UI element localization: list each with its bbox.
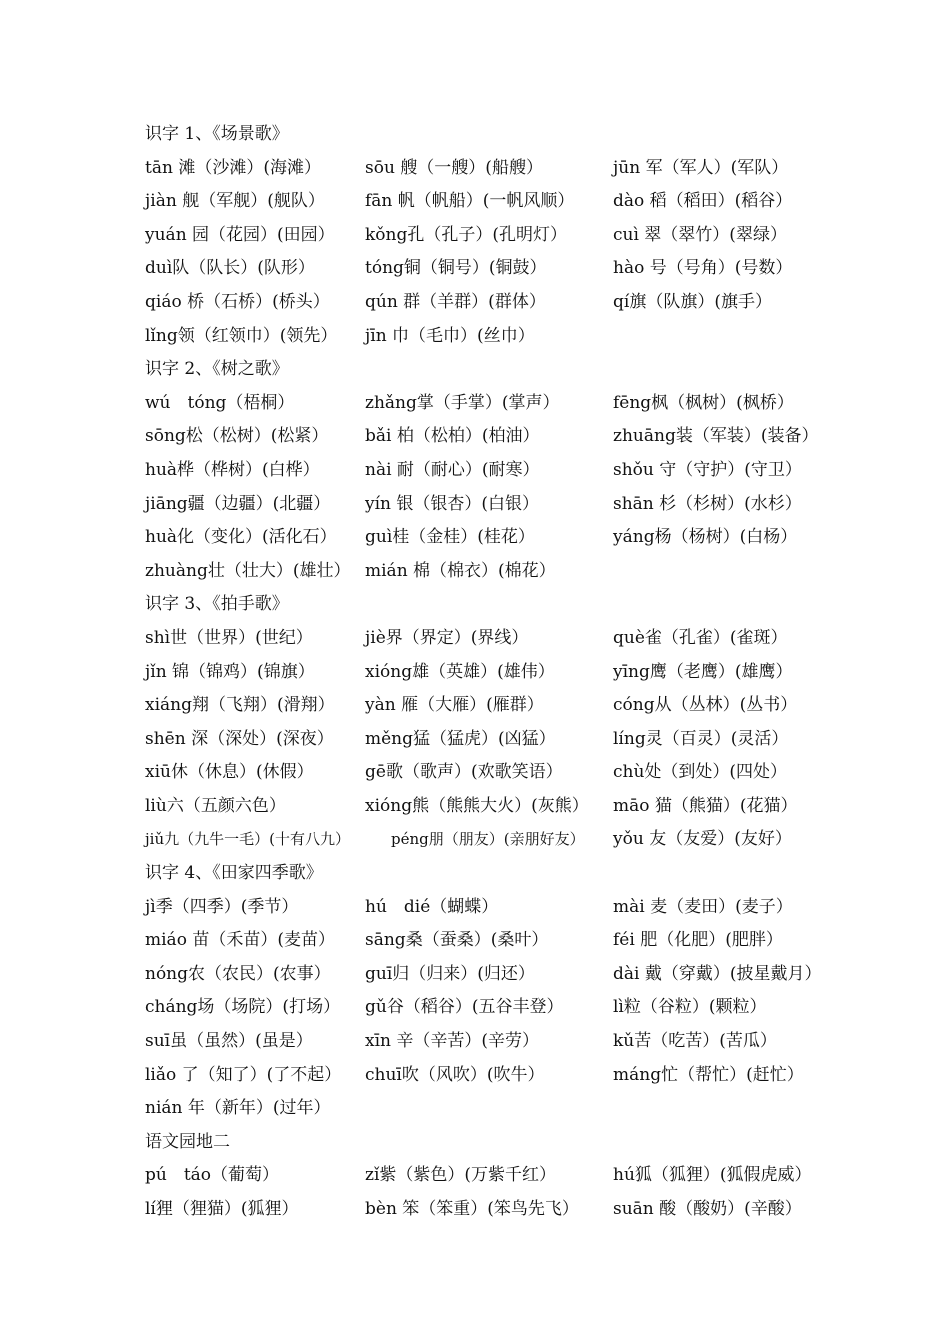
- section-heading: 语文园地二: [145, 1131, 230, 1152]
- vocab-entry: māo 猫（熊猫）(花猫）: [613, 795, 798, 816]
- vocab-entry: péng朋（朋友）(亲朋好友）: [391, 830, 585, 849]
- word-row: [145, 1059, 825, 1093]
- vocab-entry: nóng农（农民）(农事）: [145, 963, 331, 984]
- vocab-entry: suī虽（虽然）(虽是）: [145, 1031, 313, 1052]
- vocab-entry: yàn 雁（大雁）(雁群）: [365, 695, 544, 716]
- word-row: [145, 723, 825, 757]
- vocab-entry: mài 麦（麦田）(麦子）: [613, 896, 793, 917]
- word-row: [145, 656, 825, 690]
- vocab-entry: jǐn 锦（锦鸡）(锦旗）: [145, 661, 315, 682]
- vocab-entry: xióng熊（熊熊大火）(灰熊）: [365, 795, 589, 816]
- word-row: [145, 420, 825, 454]
- vocab-entry: què雀（孔雀）(雀斑）: [613, 627, 788, 648]
- vocab-entry: wú tóng（梧桐）: [145, 392, 295, 413]
- vocab-entry: shēn 深（深处）(深夜）: [145, 728, 334, 749]
- vocab-entry: guī归（归来）(归还）: [365, 963, 535, 984]
- vocab-entry: yín 银（银杏）(白银）: [365, 493, 540, 514]
- vocab-entry: zǐ紫（紫色）(万紫千红）: [365, 1165, 557, 1186]
- vocab-entry: xióng雄（英雄）(雄伟）: [365, 661, 555, 682]
- vocab-entry: nài 耐（耐心）(耐寒）: [365, 459, 540, 480]
- word-row: [145, 991, 825, 1025]
- vocab-entry: fān 帆（帆船）(一帆风顺）: [365, 191, 575, 212]
- section-heading: 识字 2、《树之歌》: [145, 359, 289, 380]
- vocab-entry: qí旗（队旗）(旗手）: [613, 291, 772, 312]
- vocab-entry: kǔ苦（吃苦）(苦瓜）: [613, 1031, 777, 1052]
- vocab-entry: huà化（变化）(活化石）: [145, 527, 337, 548]
- word-row: [145, 488, 825, 522]
- word-row: [145, 1092, 825, 1126]
- word-row: [145, 823, 825, 857]
- word-row: [145, 1193, 825, 1227]
- word-row: [145, 1025, 825, 1059]
- word-row: [145, 219, 825, 253]
- vocab-entry: lì粒（谷粒）(颗粒）: [613, 997, 767, 1018]
- vocab-entry: líng灵（百灵）(灵活）: [613, 728, 789, 749]
- vocab-entry: xiū休（休息）(休假）: [145, 762, 314, 783]
- vocab-entry: yuán 园（花园）(田园）: [145, 224, 335, 245]
- vocab-entry: bǎi 柏（松柏）(柏油）: [365, 426, 540, 447]
- vocab-entry: jiāng疆（边疆）(北疆）: [145, 493, 331, 514]
- vocab-entry: jūn 军（军人）(军队）: [613, 157, 789, 178]
- word-row: [145, 689, 825, 723]
- vocab-entry: gǔ谷（稻谷）(五谷丰登）: [365, 997, 564, 1018]
- vocab-entry: dài 戴（穿戴）(披星戴月）: [613, 963, 822, 984]
- vocab-entry: shǒu 守（守护）(守卫）: [613, 459, 802, 480]
- vocab-entry: guì桂（金桂）(桂花）: [365, 527, 535, 548]
- vocab-entry: zhuàng壮（壮大）(雄壮）: [145, 560, 351, 581]
- word-row: [145, 555, 825, 589]
- word-row: [145, 252, 825, 286]
- vocab-entry: zhǎng掌（手掌）(掌声）: [365, 392, 560, 413]
- word-row: [145, 756, 825, 790]
- vocab-entry: hú dié（蝴蝶）: [365, 896, 499, 917]
- vocab-entry: jīn 巾（毛巾）(丝巾）: [365, 325, 535, 346]
- word-row: [145, 1159, 825, 1193]
- vocab-entry: lǐng领（红领巾）(领先）: [145, 325, 338, 346]
- vocab-entry: chuī吹（风吹）(吹牛）: [365, 1064, 545, 1085]
- vocab-entry: shān 杉（杉树）(水杉）: [613, 493, 802, 514]
- vocab-entry: liù六（五颜六色）: [145, 795, 286, 816]
- vocab-entry: cháng场（场院）(打场）: [145, 997, 341, 1018]
- vocab-entry: qún 群（羊群）(群体）: [365, 291, 546, 312]
- vocab-entry: hú狐（狐狸）(狐假虎威）: [613, 1165, 812, 1186]
- vocab-entry: huà桦（桦树）(白桦）: [145, 459, 320, 480]
- vocab-entry: xiáng翔（飞翔）(滑翔）: [145, 695, 335, 716]
- section-heading: 识字 4、《田家四季歌》: [145, 863, 323, 884]
- vocab-entry: hào 号（号角）(号数）: [613, 258, 793, 279]
- vocab-entry: nián 年（新年）(过年）: [145, 1098, 331, 1119]
- vocab-entry: měng猛（猛虎）(凶猛）: [365, 728, 556, 749]
- word-row: [145, 622, 825, 656]
- vocab-entry: féi 肥（化肥）(肥胖）: [613, 930, 783, 951]
- vocab-entry: tān 滩（沙滩）(海滩）: [145, 157, 321, 178]
- vocab-entry: cóng从（丛林）(丛书）: [613, 695, 798, 716]
- section-heading: 识字 3、《拍手歌》: [145, 594, 289, 615]
- section-heading: 识字 1、《场景歌》: [145, 124, 289, 144]
- vocab-entry: jiǔ九（九牛一毛）(十有八九）: [145, 830, 350, 849]
- word-row: [145, 521, 825, 555]
- word-row: [145, 454, 825, 488]
- vocab-entry: qiáo 桥（石桥）(桥头）: [145, 291, 330, 312]
- vocab-entry: yǒu 友（友爱）(友好）: [613, 829, 792, 850]
- vocab-entry: dào 稻（稻田）(稻谷）: [613, 191, 793, 212]
- word-row: [145, 387, 825, 421]
- vocab-entry: sāng桑（蚕桑）(桑叶）: [365, 930, 549, 951]
- word-row: [145, 891, 825, 925]
- word-row: [145, 152, 825, 186]
- vocab-entry: kǒng孔（孔子）(孔明灯）: [365, 224, 567, 245]
- vocab-entry: gē歌（歌声）(欢歌笑语）: [365, 762, 563, 783]
- word-row: [145, 958, 825, 992]
- document-body: [145, 118, 825, 1227]
- word-row: [145, 286, 825, 320]
- vocab-entry: bèn 笨（笨重）(笨鸟先飞）: [365, 1199, 579, 1219]
- vocab-entry: zhuāng装（军装）(装备）: [613, 426, 819, 447]
- word-row: [145, 924, 825, 958]
- vocab-entry: pú táo（葡萄）: [145, 1165, 280, 1186]
- vocab-entry: mián 棉（棉衣）(棉花）: [365, 560, 556, 581]
- vocab-entry: xīn 辛（辛苦）(辛劳）: [365, 1031, 540, 1052]
- vocab-entry: jì季（四季）(季节）: [145, 896, 299, 917]
- vocab-entry: jiàn 舰（军舰）(舰队）: [145, 191, 325, 212]
- vocab-entry: sōu 艘（一艘）(船艘）: [365, 157, 543, 178]
- vocab-entry: shì世（世界）(世纪）: [145, 627, 313, 648]
- vocab-entry: máng忙（帮忙）(赶忙）: [613, 1064, 804, 1085]
- vocab-entry: lí狸（狸猫）(狐狸）: [145, 1199, 299, 1219]
- vocab-entry: fēng枫（枫树）(枫桥）: [613, 392, 794, 413]
- vocab-entry: tóng铜（铜号）(铜鼓）: [365, 258, 547, 279]
- vocab-entry: yáng杨（杨树）(白杨）: [613, 527, 798, 548]
- vocab-entry: chù处（到处）(四处）: [613, 762, 788, 783]
- vocab-entry: sōng松（松树）(松紧）: [145, 426, 329, 447]
- word-row: [145, 790, 825, 824]
- vocab-entry: duì队（队长）(队形）: [145, 258, 315, 279]
- vocab-entry: cuì 翠（翠竹）(翠绿）: [613, 224, 787, 245]
- vocab-entry: miáo 苗（禾苗）(麦苗）: [145, 930, 335, 951]
- vocab-entry: jiè界（界定）(界线）: [365, 627, 529, 648]
- vocab-entry: liǎo 了（知了）(了不起）: [145, 1064, 342, 1085]
- word-row: [145, 185, 825, 219]
- word-row: [145, 320, 825, 354]
- vocab-entry: suān 酸（酸奶）(辛酸）: [613, 1199, 802, 1219]
- vocab-entry: yīng鹰（老鹰）(雄鹰）: [613, 661, 793, 682]
